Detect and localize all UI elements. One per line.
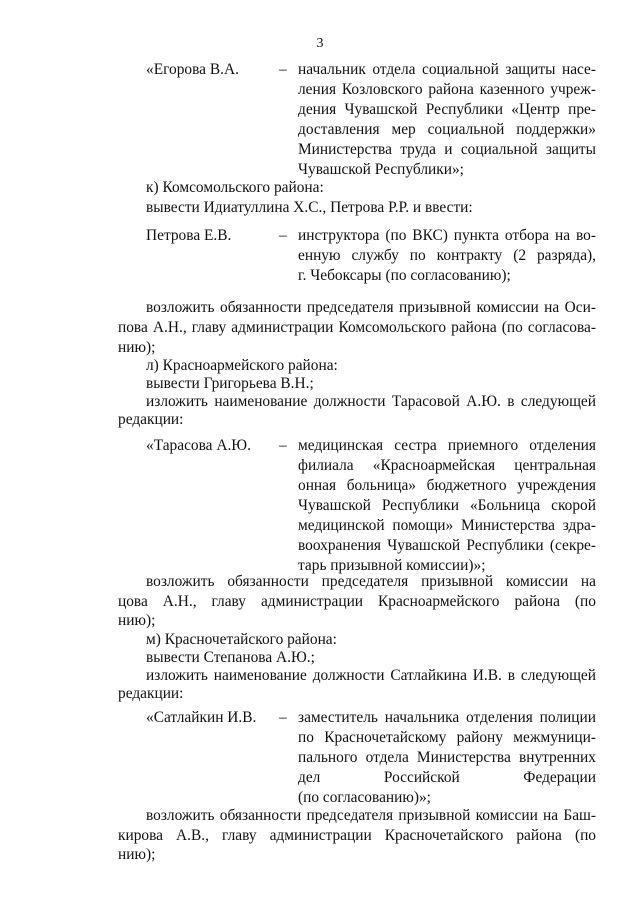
chair-paragraph-line: нию);	[118, 612, 156, 629]
remove-members-text: вывести Идиатуллина Х.С., Петрова Р.Р. и ввести:	[146, 199, 473, 216]
description-line: начальник отдела социальной защиты насе-	[298, 61, 596, 78]
entry-dash: –	[279, 227, 287, 244]
entry-dash: –	[279, 61, 287, 78]
chair-paragraph-line: нию);	[118, 339, 156, 356]
description-line: ления Козловского района казенного учреж-	[298, 81, 596, 98]
remove-members-text: вывести Степанова А.Ю.;	[146, 649, 315, 666]
description-line: Чувашской Республики «Больница скорой	[298, 497, 596, 514]
entry-name: «Сатлайкин И.В.	[146, 709, 257, 726]
description-line: (по согласованию)»;	[298, 789, 431, 806]
description-line: дения Чувашской Республики «Центр пре-	[298, 101, 596, 118]
description-line: заместитель начальника отделения полиции	[298, 709, 596, 726]
section-heading-krasnochetaysky: м) Красночетайского района:	[146, 631, 337, 648]
section-heading-krasnoarmeysky: л) Красноармейского района:	[146, 357, 338, 374]
chair-paragraph-line: пова А.Н., главу администрации Комсомольского района (по согласова-	[118, 319, 596, 336]
description-line: енную службу по контракту (2 разряда),	[298, 247, 596, 264]
entry-dash: –	[279, 709, 287, 726]
section-heading-komsomolsky: к) Комсомольского района:	[146, 179, 324, 196]
page-number: 3	[316, 36, 324, 51]
description-line: Министерства труда и социальной защиты	[298, 141, 596, 158]
chair-paragraph-line: возложить обязанности председателя призывной комиссии на Оси-	[146, 299, 596, 316]
description-line: дел Российской Федерации	[298, 769, 596, 786]
rename-position-line: редакции:	[118, 411, 184, 428]
description-line: Чувашской Республики»;	[298, 161, 464, 178]
description-line: пального отдела Министерства внутренних	[298, 749, 596, 766]
chair-paragraph-line: кирова А.В., главу администрации Красночетайского района (по	[118, 827, 596, 844]
description-line: инструктора (по ВКС) пункта отбора на во-	[298, 227, 596, 244]
chair-paragraph-line: цова А.Н., главу администрации Красноармейского района (по	[118, 593, 596, 610]
entry-name: «Егорова В.А.	[146, 61, 239, 78]
description-line: филиала «Красноармейская центральная	[298, 457, 596, 474]
description-line: тарь призывной комиссии)»;	[298, 557, 486, 574]
rename-position-line: изложить наименование должности Сатлайкина И.В. в следующей	[146, 667, 596, 684]
chair-paragraph-line: возложить обязанности председателя призывной комиссии на	[146, 573, 596, 590]
description-line: г. Чебоксары (по согласованию);	[298, 267, 511, 284]
entry-name: «Тарасова А.Ю.	[146, 437, 251, 454]
rename-position-line: изложить наименование должности Тарасовой А.Ю. в следующей	[146, 393, 596, 410]
description-line: медицинской помощи» Министерства здра-	[298, 517, 596, 534]
description-line: доставления мер социальной поддержки»	[298, 121, 596, 138]
description-line: воохранения Чувашской Республики (секре-	[298, 537, 596, 554]
rename-position-line: редакции:	[118, 685, 184, 702]
chair-paragraph-line: нию);	[118, 846, 156, 863]
entry-name: Петрова Е.В.	[146, 227, 232, 244]
description-line: по Красночетайскому району межмуници-	[298, 729, 596, 746]
remove-members-text: вывести Григорьева В.Н.;	[146, 375, 314, 392]
entry-dash: –	[279, 437, 287, 454]
description-line: онная больница» бюджетного учреждения	[298, 477, 596, 494]
description-line: медицинская сестра приемного отделения	[298, 437, 596, 454]
chair-paragraph-line: возложить обязанности председателя призывной комиссии на Баш-	[146, 807, 596, 824]
